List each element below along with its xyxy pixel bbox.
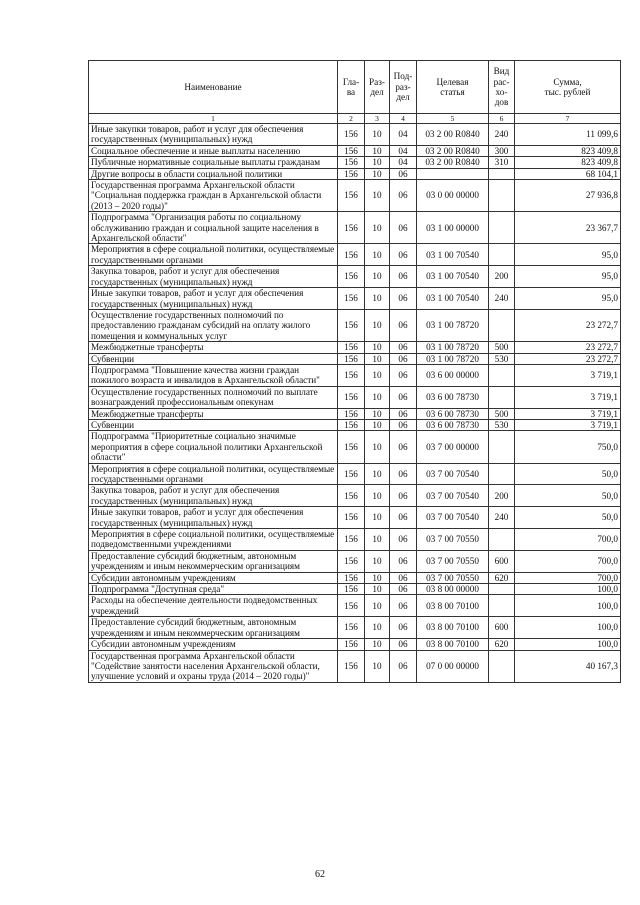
- row-name: Государственная программа Архангельской области "Содействие занятости населения Архангельской области, улучшение условий и охраны труда (2014 – 2020 годы)": [89, 650, 338, 682]
- row-summa: 823 409,8: [515, 157, 621, 168]
- row-summa: 100,0: [515, 584, 621, 595]
- row-glava: 156: [338, 353, 365, 364]
- row-razdel: 10: [365, 431, 390, 463]
- row-statya: 03 1 00 78720: [417, 309, 489, 341]
- row-razdel: 10: [365, 507, 390, 529]
- row-vid: 620: [489, 639, 515, 650]
- row-razdel: 10: [365, 529, 390, 551]
- column-number: 3: [365, 114, 390, 124]
- row-glava: 156: [338, 584, 365, 595]
- row-statya: 03 0 00 00000: [417, 180, 489, 212]
- row-vid: 240: [489, 507, 515, 529]
- row-summa: 40 167,3: [515, 650, 621, 682]
- row-glava: 156: [338, 639, 365, 650]
- table-row: [89, 212, 621, 244]
- row-podrazdel: 06: [390, 572, 417, 583]
- table-row: [89, 168, 621, 179]
- row-vid: 200: [489, 485, 515, 507]
- row-razdel: 10: [365, 168, 390, 179]
- table-row: [89, 617, 621, 639]
- row-statya: 03 7 00 00000: [417, 431, 489, 463]
- row-vid: 240: [489, 124, 515, 146]
- table-row: [89, 507, 621, 529]
- row-name: Мероприятия в сфере социальной политики, осуществляемые подведомственными учреждениями: [89, 529, 338, 551]
- row-summa: 823 409,8: [515, 145, 621, 156]
- row-summa: 700,0: [515, 572, 621, 583]
- row-podrazdel: 06: [390, 584, 417, 595]
- table-row: [89, 550, 621, 572]
- column-number: 4: [390, 114, 417, 124]
- row-podrazdel: 06: [390, 595, 417, 617]
- row-vid: 300: [489, 145, 515, 156]
- row-razdel: 10: [365, 639, 390, 650]
- row-razdel: 10: [365, 650, 390, 682]
- row-podrazdel: 06: [390, 244, 417, 266]
- row-statya: 03 1 00 70540: [417, 244, 489, 266]
- row-vid: 310: [489, 157, 515, 168]
- table-body: [89, 124, 621, 683]
- row-glava: 156: [338, 529, 365, 551]
- row-podrazdel: 06: [390, 168, 417, 179]
- row-statya: 03 2 00 R0840: [417, 157, 489, 168]
- column-number: 1: [89, 114, 338, 124]
- row-summa: 27 936,8: [515, 180, 621, 212]
- row-name: Предоставление субсидий бюджетным, автономным учреждениям и иным некоммерческим организациям: [89, 617, 338, 639]
- row-vid: [489, 595, 515, 617]
- row-vid: 600: [489, 617, 515, 639]
- row-glava: 156: [338, 507, 365, 529]
- row-podrazdel: 06: [390, 419, 417, 430]
- row-razdel: 10: [365, 584, 390, 595]
- row-summa: 3 719,1: [515, 408, 621, 419]
- row-name: Подпрограмма "Организация работы по социальному обслуживанию граждан и социальной защите населения в Архангельской области": [89, 212, 338, 244]
- row-razdel: 10: [365, 364, 390, 386]
- row-name: Субсидии автономным учреждениям: [89, 639, 338, 650]
- row-summa: 95,0: [515, 244, 621, 266]
- row-podrazdel: 06: [390, 485, 417, 507]
- row-vid: 500: [489, 408, 515, 419]
- row-glava: 156: [338, 157, 365, 168]
- header-glava: Гла- ва: [338, 61, 365, 114]
- row-razdel: 10: [365, 353, 390, 364]
- row-statya: 03 7 00 70550: [417, 550, 489, 572]
- row-glava: 156: [338, 180, 365, 212]
- row-summa: 23 272,7: [515, 353, 621, 364]
- row-name: Закупка товаров, работ и услуг для обеспечения государственных (муниципальных) нужд: [89, 485, 338, 507]
- row-statya: 03 8 00 70100: [417, 639, 489, 650]
- table-row: [89, 408, 621, 419]
- row-statya: 03 7 00 70550: [417, 529, 489, 551]
- row-name: Осуществление государственных полномочий по предоставлению гражданам субсидий на оплату жилого помещения и коммунальных услуг: [89, 309, 338, 341]
- row-statya: 03 8 00 70100: [417, 595, 489, 617]
- row-statya: 07 0 00 00000: [417, 650, 489, 682]
- row-name: Подпрограмма "Доступная среда": [89, 584, 338, 595]
- table-row: [89, 157, 621, 168]
- row-glava: 156: [338, 617, 365, 639]
- table-row: [89, 364, 621, 386]
- row-statya: 03 7 00 70550: [417, 572, 489, 583]
- table-row: [89, 288, 621, 310]
- column-number: 7: [515, 114, 621, 124]
- row-glava: 156: [338, 364, 365, 386]
- row-statya: 03 2 00 R0840: [417, 124, 489, 146]
- row-vid: [489, 168, 515, 179]
- row-glava: 156: [338, 408, 365, 419]
- row-summa: 50,0: [515, 507, 621, 529]
- row-vid: [489, 431, 515, 463]
- row-statya: 03 6 00 78730: [417, 419, 489, 430]
- header-vid: Вид рас- хо- дов: [489, 61, 515, 114]
- row-summa: 50,0: [515, 463, 621, 485]
- table-row: [89, 244, 621, 266]
- row-podrazdel: 06: [390, 266, 417, 288]
- row-summa: 3 719,1: [515, 419, 621, 430]
- table-row: [89, 463, 621, 485]
- row-vid: [489, 364, 515, 386]
- row-statya: 03 8 00 00000: [417, 584, 489, 595]
- row-razdel: 10: [365, 157, 390, 168]
- row-statya: 03 6 00 78730: [417, 386, 489, 408]
- row-name: Социальное обеспечение и иные выплаты населению: [89, 145, 338, 156]
- row-name: Субвенции: [89, 419, 338, 430]
- row-podrazdel: 06: [390, 386, 417, 408]
- row-vid: 500: [489, 342, 515, 353]
- row-vid: [489, 212, 515, 244]
- row-vid: 200: [489, 266, 515, 288]
- table-header-row: [89, 61, 621, 114]
- row-statya: 03 1 00 70540: [417, 266, 489, 288]
- row-vid: [489, 386, 515, 408]
- table-row: [89, 353, 621, 364]
- table-row: [89, 431, 621, 463]
- row-podrazdel: 06: [390, 529, 417, 551]
- row-name: Предоставление субсидий бюджетным, автономным учреждениям и иным некоммерческим организациям: [89, 550, 338, 572]
- table-row: [89, 145, 621, 156]
- row-vid: 240: [489, 288, 515, 310]
- column-number: 6: [489, 114, 515, 124]
- row-statya: 03 8 00 70100: [417, 617, 489, 639]
- row-razdel: 10: [365, 145, 390, 156]
- row-name: Субсидии автономным учреждениям: [89, 572, 338, 583]
- row-razdel: 10: [365, 572, 390, 583]
- row-name: Межбюджетные трансферты: [89, 342, 338, 353]
- row-summa: 100,0: [515, 595, 621, 617]
- row-summa: 3 719,1: [515, 386, 621, 408]
- table-row: [89, 124, 621, 146]
- row-razdel: 10: [365, 419, 390, 430]
- row-glava: 156: [338, 309, 365, 341]
- row-name: Подпрограмма "Приоритетные социально значимые мероприятия в сфере социальной политики Архангельской области": [89, 431, 338, 463]
- row-summa: 3 719,1: [515, 364, 621, 386]
- row-statya: 03 7 00 70540: [417, 463, 489, 485]
- row-glava: 156: [338, 485, 365, 507]
- row-razdel: 10: [365, 595, 390, 617]
- row-vid: [489, 650, 515, 682]
- row-podrazdel: 06: [390, 650, 417, 682]
- row-summa: 23 367,7: [515, 212, 621, 244]
- row-glava: 156: [338, 419, 365, 430]
- row-podrazdel: 06: [390, 353, 417, 364]
- row-statya: 03 7 00 70540: [417, 485, 489, 507]
- row-podrazdel: 06: [390, 550, 417, 572]
- row-glava: 156: [338, 244, 365, 266]
- row-glava: 156: [338, 124, 365, 146]
- header-podrazdel: Под- раз- дел: [390, 61, 417, 114]
- table-row: [89, 342, 621, 353]
- row-razdel: 10: [365, 386, 390, 408]
- row-razdel: 10: [365, 550, 390, 572]
- row-razdel: 10: [365, 288, 390, 310]
- row-name: Субвенции: [89, 353, 338, 364]
- table-row: [89, 529, 621, 551]
- row-name: Осуществление государственных полномочий по выплате вознаграждений профессиональным опекунам: [89, 386, 338, 408]
- row-name: Иные закупки товаров, работ и услуг для обеспечения государственных (муниципальных) нужд: [89, 124, 338, 146]
- header-razdel: Раз- дел: [365, 61, 390, 114]
- row-summa: 68 104,1: [515, 168, 621, 179]
- row-glava: 156: [338, 550, 365, 572]
- row-summa: 23 272,7: [515, 342, 621, 353]
- row-glava: 156: [338, 463, 365, 485]
- row-summa: 750,0: [515, 431, 621, 463]
- row-summa: 50,0: [515, 485, 621, 507]
- row-glava: 156: [338, 431, 365, 463]
- row-name: Межбюджетные трансферты: [89, 408, 338, 419]
- row-summa: 11 099,6: [515, 124, 621, 146]
- table-row: [89, 485, 621, 507]
- row-podrazdel: 06: [390, 342, 417, 353]
- row-summa: 100,0: [515, 639, 621, 650]
- table-row: [89, 266, 621, 288]
- row-vid: [489, 244, 515, 266]
- row-statya: [417, 168, 489, 179]
- row-podrazdel: 04: [390, 157, 417, 168]
- row-razdel: 10: [365, 485, 390, 507]
- row-name: Мероприятия в сфере социальной политики, осуществляемые государственными органами: [89, 244, 338, 266]
- row-statya: 03 6 00 78730: [417, 408, 489, 419]
- row-razdel: 10: [365, 617, 390, 639]
- column-number: 2: [338, 114, 365, 124]
- row-podrazdel: 06: [390, 408, 417, 419]
- row-glava: 156: [338, 650, 365, 682]
- row-podrazdel: 06: [390, 309, 417, 341]
- row-podrazdel: 06: [390, 212, 417, 244]
- row-glava: 156: [338, 386, 365, 408]
- row-razdel: 10: [365, 309, 390, 341]
- table-row: [89, 584, 621, 595]
- row-podrazdel: 04: [390, 145, 417, 156]
- row-glava: 156: [338, 595, 365, 617]
- row-statya: 03 2 00 R0840: [417, 145, 489, 156]
- table-row: [89, 650, 621, 682]
- row-statya: 03 6 00 00000: [417, 364, 489, 386]
- row-name: Государственная программа Архангельской области "Социальная поддержка граждан в Архангельской области (2013 – 2020 годы)": [89, 180, 338, 212]
- row-podrazdel: 06: [390, 617, 417, 639]
- row-razdel: 10: [365, 463, 390, 485]
- budget-table-page: [88, 60, 620, 683]
- row-vid: [489, 180, 515, 212]
- row-summa: 95,0: [515, 266, 621, 288]
- header-statya: Целевая статья: [417, 61, 489, 114]
- row-glava: 156: [338, 212, 365, 244]
- column-number: 5: [417, 114, 489, 124]
- row-summa: 95,0: [515, 288, 621, 310]
- row-vid: 600: [489, 550, 515, 572]
- row-podrazdel: 06: [390, 507, 417, 529]
- row-razdel: 10: [365, 212, 390, 244]
- row-statya: 03 1 00 00000: [417, 212, 489, 244]
- row-glava: 156: [338, 145, 365, 156]
- row-name: Иные закупки товаров, работ и услуг для обеспечения государственных (муниципальных) нужд: [89, 507, 338, 529]
- row-summa: 700,0: [515, 529, 621, 551]
- row-summa: 23 272,7: [515, 309, 621, 341]
- table-row: [89, 572, 621, 583]
- row-statya: 03 7 00 70540: [417, 507, 489, 529]
- budget-table: [88, 60, 621, 683]
- table-row: [89, 180, 621, 212]
- row-razdel: 10: [365, 342, 390, 353]
- row-glava: 156: [338, 288, 365, 310]
- row-name: Мероприятия в сфере социальной политики, осуществляемые государственными органами: [89, 463, 338, 485]
- row-name: Закупка товаров, работ и услуг для обеспечения государственных (муниципальных) нужд: [89, 266, 338, 288]
- row-name: Подпрограмма "Повышение качества жизни граждан пожилого возраста и инвалидов в Архангельской области": [89, 364, 338, 386]
- row-glava: 156: [338, 266, 365, 288]
- table-row: [89, 419, 621, 430]
- row-podrazdel: 06: [390, 431, 417, 463]
- table-row: [89, 595, 621, 617]
- row-razdel: 10: [365, 408, 390, 419]
- row-summa: 100,0: [515, 617, 621, 639]
- row-vid: 530: [489, 419, 515, 430]
- row-razdel: 10: [365, 180, 390, 212]
- row-name: Расходы на обеспечение деятельности подведомственных учреждений: [89, 595, 338, 617]
- column-number-row: [89, 114, 621, 124]
- row-podrazdel: 06: [390, 364, 417, 386]
- row-razdel: 10: [365, 124, 390, 146]
- row-name: Другие вопросы в области социальной политики: [89, 168, 338, 179]
- header-summa: Сумма, тыс. рублей: [515, 61, 621, 114]
- row-vid: [489, 463, 515, 485]
- table-row: [89, 386, 621, 408]
- row-glava: 156: [338, 572, 365, 583]
- row-vid: [489, 584, 515, 595]
- table-row: [89, 639, 621, 650]
- row-podrazdel: 06: [390, 180, 417, 212]
- row-podrazdel: 06: [390, 288, 417, 310]
- header-name: Наименование: [89, 61, 338, 114]
- row-glava: 156: [338, 168, 365, 179]
- table-row: [89, 309, 621, 341]
- row-vid: 530: [489, 353, 515, 364]
- row-name: Публичные нормативные социальные выплаты гражданам: [89, 157, 338, 168]
- row-statya: 03 1 00 78720: [417, 342, 489, 353]
- row-vid: [489, 309, 515, 341]
- row-podrazdel: 04: [390, 124, 417, 146]
- row-vid: 620: [489, 572, 515, 583]
- row-name: Иные закупки товаров, работ и услуг для обеспечения государственных (муниципальных) нужд: [89, 288, 338, 310]
- row-razdel: 10: [365, 266, 390, 288]
- row-statya: 03 1 00 78720: [417, 353, 489, 364]
- row-razdel: 10: [365, 244, 390, 266]
- row-vid: [489, 529, 515, 551]
- page-number: 62: [315, 869, 325, 880]
- row-summa: 700,0: [515, 550, 621, 572]
- row-glava: 156: [338, 342, 365, 353]
- row-podrazdel: 06: [390, 463, 417, 485]
- row-podrazdel: 06: [390, 639, 417, 650]
- row-statya: 03 1 00 70540: [417, 288, 489, 310]
